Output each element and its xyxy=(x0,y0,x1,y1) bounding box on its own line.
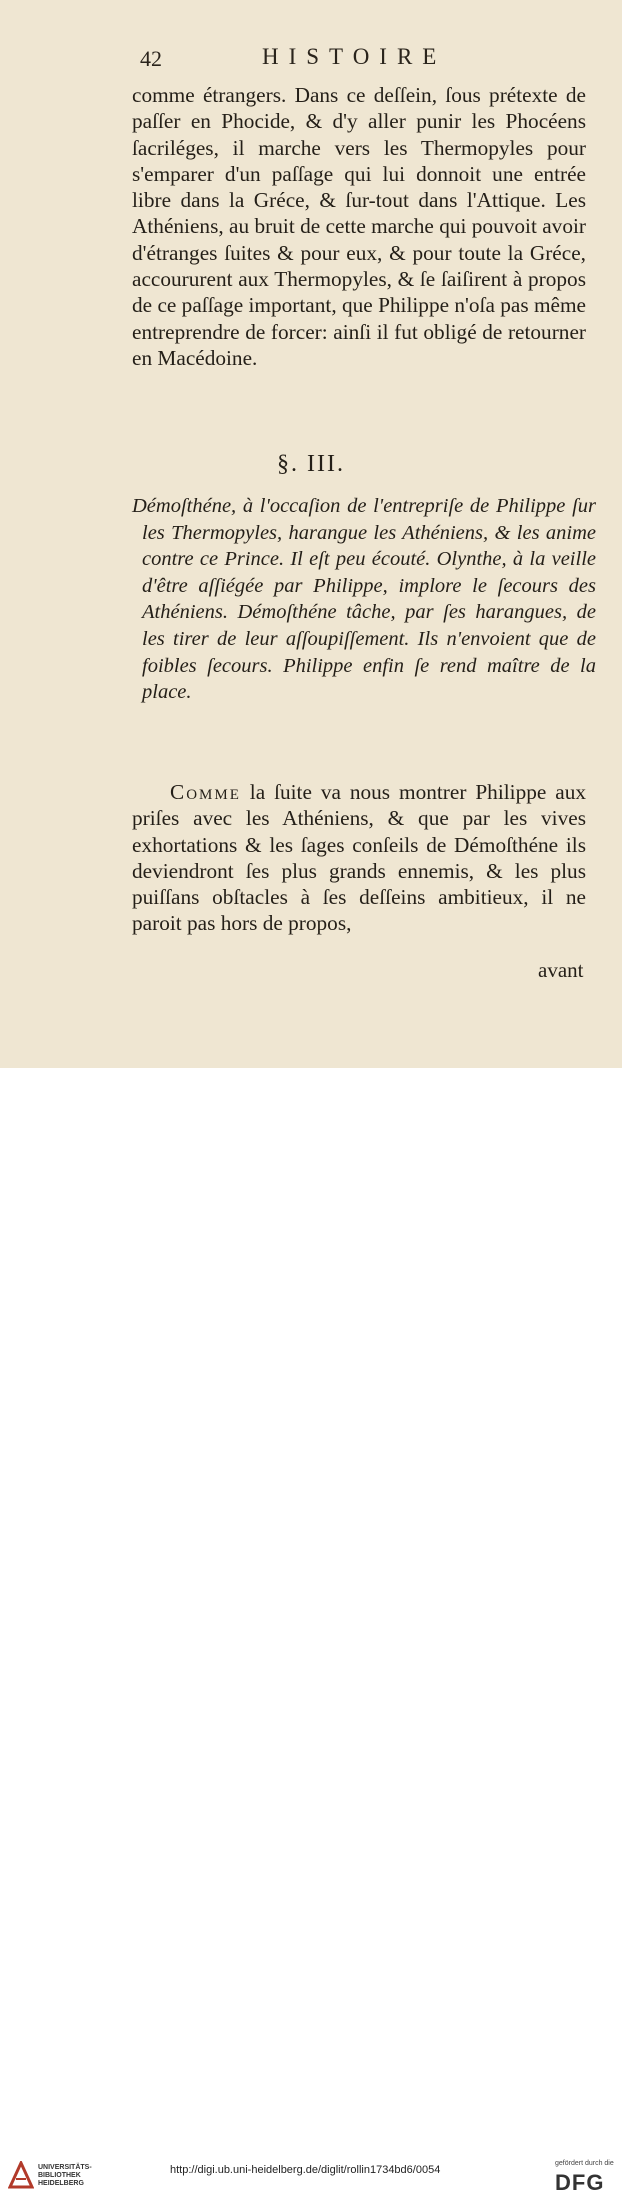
catchword: avant xyxy=(538,958,584,982)
source-url-link[interactable]: http://digi.ub.uni-heidelberg.de/diglit/rollin1734bd6/0054 xyxy=(170,2164,441,2176)
university-library-name: UNIVERSITÄTS- BIBLIOTHEK HEIDELBERG xyxy=(38,2164,92,2187)
dfg-logo: DFG xyxy=(555,2170,605,2195)
paragraph-2-text: la ſuite va nous montrer Philippe aux priſes avec les Athéniens, & que par les vives exhortations & les ſages conſeils de Démoſthéne ils deviendront ſes plus grands ennemis, & les plus puiſſans obſtacles à ſes deſſeins ambitieux, il ne paroit pas hors de propos, xyxy=(132,780,586,936)
funded-by-label: gefördert durch die xyxy=(555,2160,614,2167)
scanned-page xyxy=(0,0,622,1068)
section-heading: §. III. xyxy=(277,451,345,477)
university-logo-icon xyxy=(8,2161,34,2189)
viewer-footer xyxy=(0,1068,622,2195)
page-number: 42 xyxy=(140,46,162,71)
page-header xyxy=(0,44,622,74)
paragraph-1: comme étrangers. Dans ce deſſein, ſous prétexte de paſſer en Phocide, & d'y aller punir les Phocéens ſacriléges, il marche vers les Thermopyles pour s'emparer d'un paſſage qui lui donnoit une entrée libre dans la Gréce, & ſur-tout dans l'Attique. Les Athéniens, au bruit de cette marche qui pouvoit avoir d'étranges ſuites & pour eux, & pour toute la Gréce, accoururent aux Thermopyles, & ſe ſaiſirent à propos de ce paſſage important, que Philippe n'oſa pas même entreprendre de forcer: ainſi il fut obligé de retourner en Macédoine. xyxy=(132,83,586,370)
section-summary: Démoſthéne, à l'occaſion de l'entrepriſe de Philippe ſur les Thermopyles, harangue les Athéniens, & les anime contre ce Prince. Il eſt peu écouté. Olynthe, à la veille d'être aſſiégée par Philippe, implore le ſecours des Athéniens. Démoſthéne tâche, par ſes harangues, de les tirer de leur aſſoupiſſement. Ils n'envoient que de foibles ſecours. Philippe enfin ſe rend maître de la place. xyxy=(132,495,596,704)
small-caps-first-word: Comme xyxy=(170,780,241,804)
paragraph-2 xyxy=(132,779,586,937)
running-title: HISTOIRE xyxy=(262,44,447,69)
